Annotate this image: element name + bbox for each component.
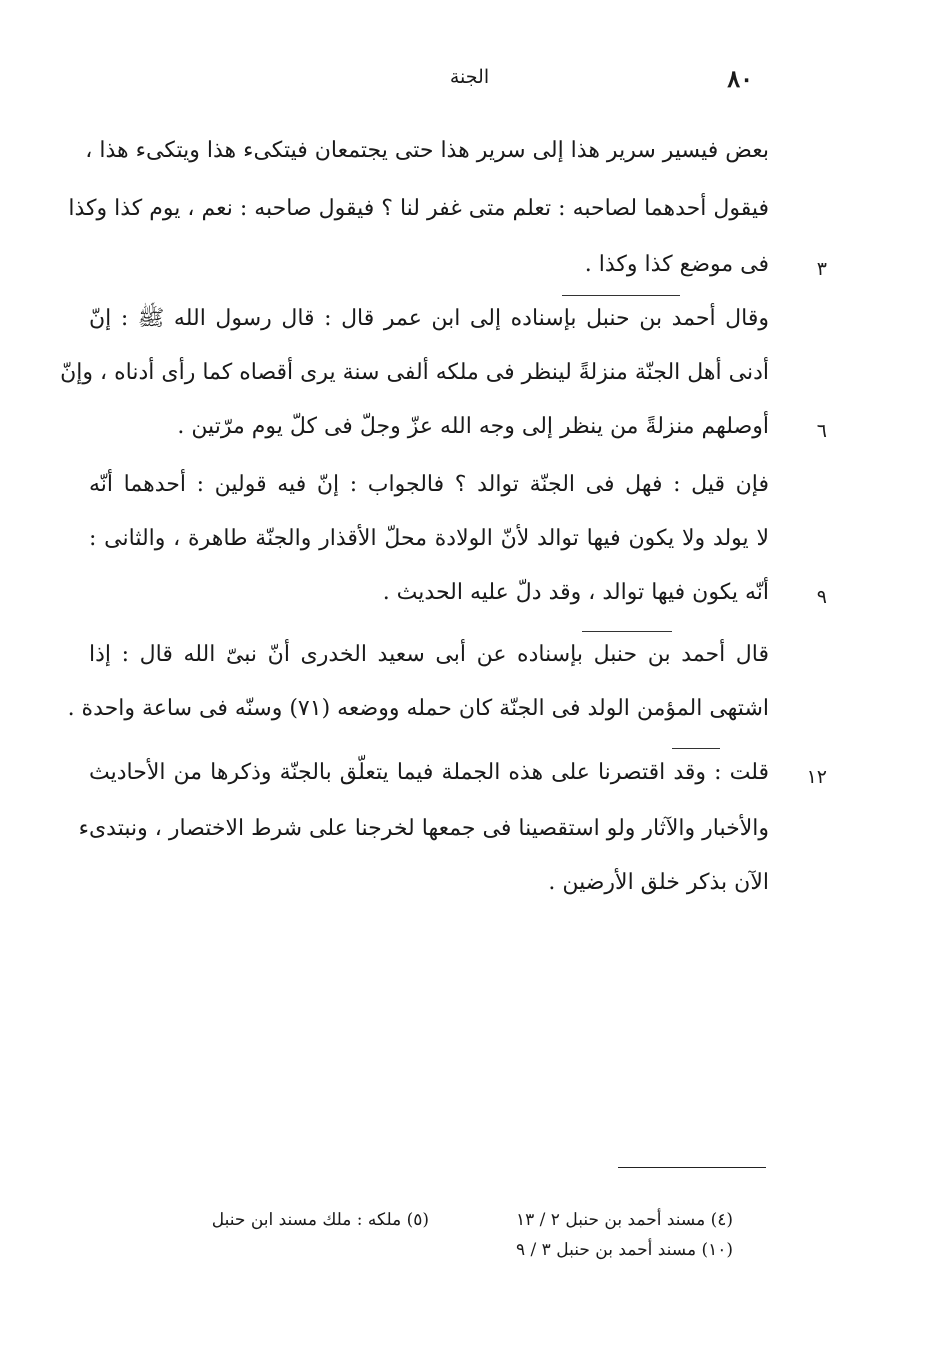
text-line: أنّه يكون فيها توالد ، وقد دلّ عليه الحديث . [382, 580, 769, 605]
text-line: أوصلهم منزلةً من ينظر إلى وجه الله عزّ وجلّ فى كلّ يوم مرّتين . [177, 414, 769, 439]
line-number-margin: ٦ [816, 420, 827, 442]
text-line: الآن بذكر خلق الأرضين . [548, 870, 769, 895]
footnote-separator [618, 1167, 766, 1168]
text-line: اشتهى المؤمن الولد فى الجنّة كان حمله ووضعه (٧١) وسنّه فى ساعة واحدة . [67, 696, 769, 721]
text-line: قال أحمد بن حنبل بإسناده عن أبى سعيد الخدرى أنّ نبىّ الله قال : إذا [89, 642, 769, 667]
footnote-4: (٤) مسند أحمد بن حنبل ٢ / ١٣ [515, 1210, 733, 1230]
text-line: قلت : وقد اقتصرنا على هذه الجملة فيما يتعلّق بالجنّة وذكرها من الأحاديث [89, 760, 769, 785]
source-overline [672, 748, 720, 749]
running-header-title: الجنة [449, 66, 490, 88]
text-line: فيقول أحدهما لصاحبه : تعلم متى غفر لنا ؟ فيقول صاحبه : نعم ، يوم كذا وكذا [68, 196, 769, 221]
line-number-margin: ١٢ [806, 766, 827, 788]
text-line: لا يولد ولا يكون فيها توالد لأنّ الولادة محلّ الأقذار والجنّة طاهرة ، والثانى : [89, 526, 769, 551]
line-number-margin: ٣ [816, 258, 827, 280]
footnote-5: (٥) ملكه : ملك مسند ابن حنبل [211, 1210, 429, 1230]
text-line: وقال أحمد بن حنبل بإسناده إلى ابن عمر قال : قال رسول الله ﷺ : إنّ [89, 306, 769, 331]
line-number-margin: ٩ [816, 586, 827, 608]
text-line: أدنى أهل الجنّة منزلةً لينظر فى ملكه ألفى سنة يرى أقصاه كما رأى أدناه ، وإنّ [60, 360, 769, 385]
source-overline [562, 295, 680, 296]
text-line: فإن قيل : فهل فى الجنّة توالد ؟ فالجواب : إنّ فيه قولين : أحدهما أنّه [89, 472, 769, 497]
page-number: ٨٠ [727, 64, 753, 93]
source-overline [582, 631, 672, 632]
footnote-10: (١٠) مسند أحمد بن حنبل ٣ / ٩ [515, 1240, 733, 1260]
text-line: والأخبار والآثار ولو استقصينا فى جمعها لخرجنا على شرط الاختصار ، ونبتدىء [78, 816, 769, 841]
text-line: بعض فيسير سرير هذا إلى سرير هذا حتى يجتمعان فيتكىء هذا ويتكىء هذا ، [85, 138, 769, 163]
text-line: فى موضع كذا وكذا . [584, 252, 769, 277]
